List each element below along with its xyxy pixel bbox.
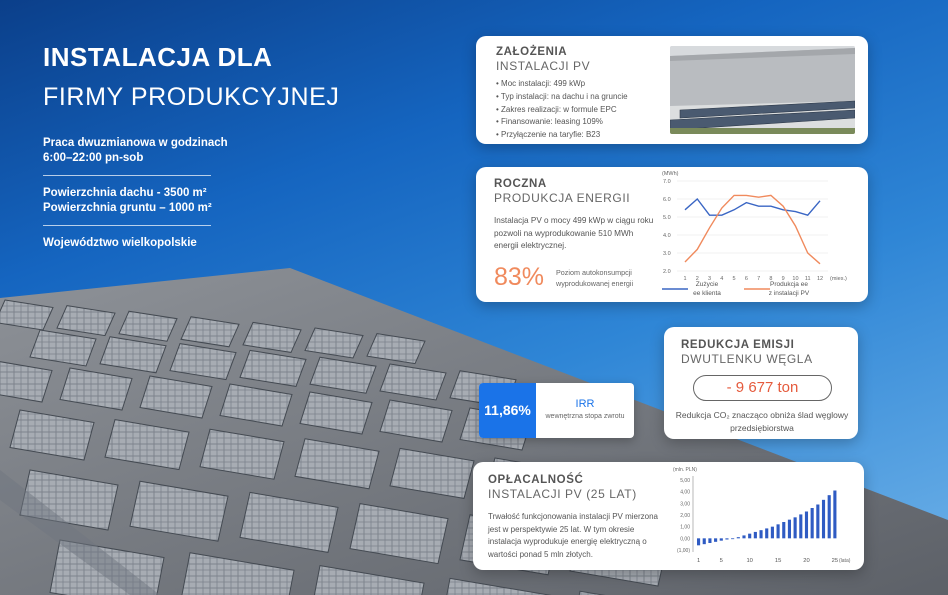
y-tick-label: 5.0: [663, 215, 671, 221]
bar: [754, 532, 757, 538]
assumption-item: • Przyłączenie na taryfie: B23: [496, 129, 666, 142]
x-tick-label: 10: [746, 558, 753, 564]
hero-title: [43, 42, 339, 112]
bar: [828, 495, 831, 538]
x-tick-label: 5: [732, 276, 736, 282]
bar: [771, 527, 774, 539]
divider: [43, 225, 211, 226]
x-tick-label: 20: [803, 558, 810, 564]
x-tick-label: 4: [720, 276, 724, 282]
emissions-card: [664, 327, 858, 439]
y-axis-label: (mln. PLN): [673, 467, 697, 473]
irr-label: wewnętrzna stopa zwrotu: [545, 413, 625, 420]
x-tick-label: 5: [719, 558, 723, 564]
bar: [794, 517, 797, 538]
y-tick-label: 4.0: [663, 233, 671, 239]
y-tick-label: 2,00: [680, 513, 690, 519]
legend-label: Zużycie: [695, 281, 719, 288]
bar: [833, 491, 836, 539]
bar: [765, 528, 768, 538]
profitability-subtitle: INSTALACJI PV (25 LAT): [488, 487, 637, 501]
ground-area-text: Powierzchnia gruntu – 1000 m²: [43, 202, 212, 214]
x-tick-label: 9: [781, 276, 785, 282]
y-tick-label: 1,00: [680, 524, 690, 531]
x-tick-label: 1: [683, 276, 687, 282]
x-tick-label: 2: [695, 276, 699, 282]
facts-list: [43, 136, 243, 251]
factory-ground-pv-photo: [670, 46, 855, 134]
x-tick-label: 11: [804, 276, 811, 282]
bar: [777, 524, 780, 538]
production-title: ROCZNA: [494, 178, 547, 190]
bar: [725, 538, 728, 539]
roof-area-text: Powierzchnia dachu - 3500 m²: [43, 187, 207, 199]
x-tick-label: 25: [831, 558, 839, 564]
y-tick-label: 3.0: [663, 251, 671, 257]
assumptions-title: ZAŁOŻENIA: [496, 46, 568, 58]
series-line: [685, 199, 820, 215]
cumulative-profit-bar-chart: [671, 462, 859, 570]
bar: [731, 538, 734, 539]
bar: [742, 535, 745, 538]
x-tick-label: 10: [792, 276, 799, 282]
emissions-title: REDUKCJA EMISJI: [681, 339, 795, 351]
bar: [822, 500, 825, 538]
bar: [805, 512, 808, 539]
y-tick-label: (1,00): [676, 548, 690, 554]
profitability-title: OPŁACALNOŚĆ: [488, 474, 584, 486]
legend-label: Produkcja ee: [770, 281, 808, 288]
x-tick-label: 6: [744, 276, 748, 282]
x-tick-label: 3: [708, 276, 712, 282]
shift-hours-text: Praca dwuzmianowa w godzinach: [43, 137, 228, 149]
assumption-item: • Finansowanie: leasing 109%: [496, 116, 666, 129]
x-axis-label: (lata): [839, 558, 851, 564]
legend-label: ee klienta: [693, 290, 721, 297]
bar: [811, 508, 814, 538]
bar: [720, 538, 723, 540]
profitability-card: [473, 462, 864, 570]
y-tick-label: 4,00: [680, 489, 690, 496]
bar: [708, 538, 711, 543]
y-tick-label: 5,00: [680, 478, 690, 484]
y-tick-label: 3,00: [680, 501, 690, 508]
x-tick-label: 8: [769, 276, 773, 282]
y-tick-label: 0,00: [680, 536, 690, 543]
bar: [816, 505, 819, 539]
autoconsumption-label: Poziom autokonsumpcji wyprodukowanej energii: [556, 268, 634, 288]
y-tick-label: 6.0: [663, 197, 671, 203]
monthly-energy-line-chart: [660, 169, 865, 301]
production-subtitle: PRODUKCJA ENERGII: [494, 191, 631, 205]
irr-title: IRR: [575, 398, 595, 410]
bar: [714, 538, 717, 542]
hero-title-line1: INSTALACJA DLA: [43, 42, 273, 72]
hero-title-line2: FIRMY PRODUKCYJNEJ: [43, 83, 340, 111]
emissions-subtitle: DWUTLENKU WĘGLA: [681, 352, 813, 366]
y-axis-label: (MWh): [662, 171, 679, 177]
bar: [737, 537, 740, 538]
bar: [782, 522, 785, 538]
shift-hours-time: 6:00–22:00 pn-sob: [43, 152, 144, 164]
irr-badge: [479, 383, 634, 438]
irr-value: 11,86%: [479, 383, 536, 438]
profitability-description: Trwałość funkcjonowania instalacji PV mierzona jest w perspektywie 25 lat. W tym okresie instalacja wyprodukuje energię elektryczną o wartości ponad 5 mln złotych.: [488, 512, 658, 559]
assumptions-card: [476, 36, 868, 144]
emissions-note: Redukcja CO₂ znacząco obniża ślad węglowy przedsiębiorstwa: [675, 410, 849, 433]
assumptions-subtitle: INSTALACJI PV: [496, 59, 591, 73]
bar: [799, 514, 802, 538]
bar: [788, 520, 791, 539]
emissions-value-badge: - 9 677 ton: [693, 375, 832, 401]
autoconsumption-percent: 83%: [494, 263, 545, 291]
bar: [703, 538, 706, 544]
bar: [759, 530, 762, 538]
y-tick-label: 7.0: [663, 179, 671, 185]
series-line: [685, 195, 820, 263]
x-tick-label: 12: [816, 276, 824, 282]
bar: [697, 538, 700, 545]
x-tick-label: 1: [696, 558, 701, 564]
bar: [748, 534, 751, 539]
x-tick-label: 7: [757, 276, 761, 282]
region-text: Województwo wielkopolskie: [43, 237, 197, 249]
assumption-item: • Typ instalacji: na dachu i na gruncie: [496, 91, 666, 104]
production-card: [476, 167, 868, 302]
production-description: Instalacja PV o mocy 499 kWp w ciągu roku pozwoli na wyprodukowanie 510 MWh energii elektrycznej.: [494, 216, 654, 250]
x-axis-label: (mies.): [830, 276, 847, 282]
legend-label: z instalacji PV: [768, 290, 810, 297]
y-tick-label: 2.0: [663, 269, 671, 275]
divider: [43, 175, 211, 176]
assumption-item: • Zakres realizacji: w formule EPC: [496, 104, 666, 117]
assumptions-list: [496, 78, 666, 142]
x-tick-label: 15: [774, 558, 782, 564]
assumption-item: • Moc instalacji: 499 kWp: [496, 78, 666, 91]
